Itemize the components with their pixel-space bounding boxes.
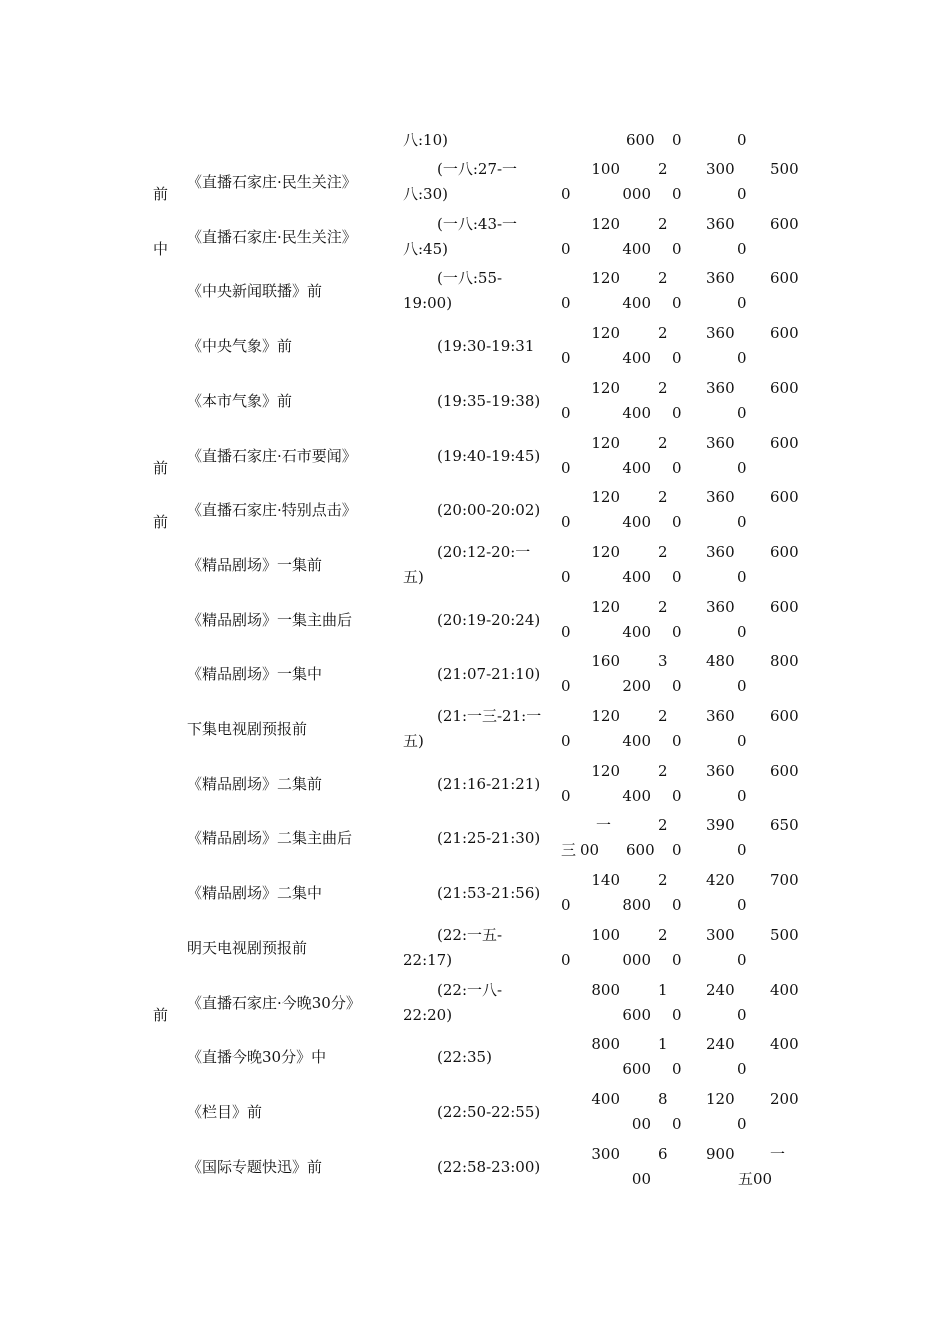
row-left-marker: 前 [153, 185, 169, 203]
value-col4-line1: 400 [770, 981, 799, 999]
value-col3-line2: 0 [737, 459, 747, 477]
value-col0: 0 [561, 349, 571, 367]
value-col2-line1: 2 [658, 598, 668, 616]
top-time-fragment: 八:10) [403, 131, 448, 149]
value-col0: 0 [561, 787, 571, 805]
value-col1-line2: 00 [631, 1170, 651, 1188]
value-col1-line2: 400 [622, 240, 651, 258]
value-col2-line1: 2 [658, 816, 668, 834]
value-col3-line2: 0 [737, 951, 747, 969]
row-left-marker: 前 [153, 459, 169, 477]
value-col0: 0 [561, 185, 571, 203]
value-col1-alt: 600 [626, 841, 655, 859]
program-name: 《栏目》前 [187, 1103, 263, 1121]
time-range-line1: (21:一三-21:一 [437, 707, 542, 725]
value-col2-line1: 2 [658, 926, 668, 944]
value-col1-line2: 400 [622, 404, 651, 422]
value-col4-line1: 600 [770, 543, 799, 561]
value-col4-line1: 800 [770, 652, 799, 670]
value-col3-line2: 0 [737, 732, 747, 750]
value-col4-line1: 500 [770, 160, 799, 178]
time-range-line2: 22:17) [403, 951, 453, 969]
value-col1-line1: 120 [591, 434, 620, 452]
value-col1-line2: 400 [622, 568, 651, 586]
value-col4-line1: 600 [770, 598, 799, 616]
value-col3-line2: 0 [737, 677, 747, 695]
value-col2-line2: 0 [672, 951, 682, 969]
row-left-marker: 前 [153, 1006, 169, 1024]
value-col3-line2: 0 [737, 623, 747, 641]
value-col2-line1: 2 [658, 215, 668, 233]
value-col3-line1: 360 [706, 215, 735, 233]
time-range: (19:30-19:31 [437, 337, 535, 355]
value-col3-line1: 900 [706, 1145, 735, 1163]
value-col2-line1: 2 [658, 488, 668, 506]
value-col1-line2: 00 [580, 841, 600, 859]
value-col2-line1: 2 [658, 762, 668, 780]
top-value-c: 0 [737, 131, 747, 149]
value-col4-line1: 600 [770, 379, 799, 397]
value-col2-line2: 0 [672, 568, 682, 586]
value-col2-line1: 1 [658, 1035, 668, 1053]
value-col1-line2: 400 [622, 623, 651, 641]
value-col3-line2: 0 [737, 294, 747, 312]
value-col0: 0 [561, 404, 571, 422]
program-name: 《精品剧场》一集主曲后 [187, 611, 353, 629]
value-col1-line2: 600 [622, 1006, 651, 1024]
value-col4-line2: 五00 [738, 1170, 773, 1188]
value-col1-line1: 120 [591, 215, 620, 233]
program-name: 《国际专题快迅》前 [187, 1158, 323, 1176]
value-col1-line1: 120 [591, 762, 620, 780]
value-col1-line2: 600 [622, 1060, 651, 1078]
value-col2-line2: 0 [672, 349, 682, 367]
value-col4-line1: 600 [770, 269, 799, 287]
value-col3-line1: 360 [706, 269, 735, 287]
value-col1-line1: 120 [591, 707, 620, 725]
program-name: 《精品剧场》一集前 [187, 556, 323, 574]
value-col2-line1: 2 [658, 379, 668, 397]
value-col1-line1: 120 [591, 379, 620, 397]
value-col4-line1: 500 [770, 926, 799, 944]
value-col3-line2: 0 [737, 1115, 747, 1133]
value-col3-line1: 360 [706, 707, 735, 725]
program-name: 《精品剧场》二集主曲后 [187, 829, 353, 847]
value-col1-line2: 400 [622, 732, 651, 750]
value-col3-line1: 300 [706, 160, 735, 178]
value-col3-line1: 360 [706, 324, 735, 342]
value-col0: 0 [561, 623, 571, 641]
program-name: 《精品剧场》二集中 [187, 884, 323, 902]
time-range: (19:35-19:38) [437, 392, 541, 410]
time-range-line2: 八:30) [403, 185, 448, 203]
value-col1-line2: 400 [622, 513, 651, 531]
top-value-a: 600 [626, 131, 655, 149]
value-col3-line1: 240 [706, 981, 735, 999]
value-col1-line2: 00 [631, 1115, 651, 1133]
value-col3-line2: 0 [737, 787, 747, 805]
value-col2-line2: 0 [672, 459, 682, 477]
value-col3-line2: 0 [737, 240, 747, 258]
time-range: (22:35) [437, 1048, 492, 1066]
value-col0: 0 [561, 294, 571, 312]
value-col1-line1: 800 [591, 1035, 620, 1053]
program-name: 《中央新闻联播》前 [187, 282, 323, 300]
time-range: (20:19-20:24) [437, 611, 541, 629]
value-col3-line1: 480 [706, 652, 735, 670]
value-col2-line2: 0 [672, 787, 682, 805]
value-col0: 0 [561, 896, 571, 914]
time-range-line2: 19:00) [403, 294, 453, 312]
time-range: (21:53-21:56) [437, 884, 541, 902]
value-col0: 三 [561, 841, 577, 859]
value-col4-line1: 700 [770, 871, 799, 889]
time-range: (21:16-21:21) [437, 775, 541, 793]
value-col1-line1: 300 [591, 1145, 620, 1163]
value-col2-line1: 6 [658, 1145, 668, 1163]
value-col2-line2: 0 [672, 294, 682, 312]
value-col2-line2: 0 [672, 1115, 682, 1133]
row-left-marker: 前 [153, 513, 169, 531]
value-col4-line1: 400 [770, 1035, 799, 1053]
value-col3-line1: 120 [706, 1090, 735, 1108]
value-col1-line1: 120 [591, 598, 620, 616]
value-col3-line1: 360 [706, 379, 735, 397]
time-range: (19:40-19:45) [437, 447, 541, 465]
value-col4-line1: 650 [770, 816, 799, 834]
value-col0: 0 [561, 513, 571, 531]
time-range-line1: (20:12-20:一 [437, 543, 531, 561]
row-left-marker: 中 [153, 240, 169, 258]
value-col3-line1: 240 [706, 1035, 735, 1053]
value-col1-line1: 100 [591, 160, 620, 178]
value-col1-line1: 100 [591, 926, 620, 944]
program-name: 《直播今晚30分》中 [187, 1048, 327, 1066]
value-col2-line2: 0 [672, 1060, 682, 1078]
value-col2-line2: 0 [672, 185, 682, 203]
value-col2-line1: 1 [658, 981, 668, 999]
value-col4-line1: 600 [770, 488, 799, 506]
value-col2-line1: 2 [658, 707, 668, 725]
program-name: 《直播石家庄·民生关注》 [187, 228, 357, 246]
top-value-b: 0 [672, 131, 682, 149]
value-col3-line2: 0 [737, 185, 747, 203]
value-col1-line1: 120 [591, 269, 620, 287]
value-col2-line1: 2 [658, 269, 668, 287]
value-col3-line1: 360 [706, 598, 735, 616]
value-col3-line2: 0 [737, 349, 747, 367]
value-col4-line1: 600 [770, 324, 799, 342]
program-name: 明天电视剧预报前 [187, 939, 308, 957]
value-col3-line1: 360 [706, 434, 735, 452]
value-col3-line1: 360 [706, 488, 735, 506]
program-name: 下集电视剧预报前 [187, 720, 308, 738]
value-col1-line1: 800 [591, 981, 620, 999]
time-range-line2: 五) [403, 732, 424, 750]
value-col1-line2: 200 [622, 677, 651, 695]
value-col3-line1: 360 [706, 762, 735, 780]
value-col4-line1: 600 [770, 707, 799, 725]
value-col4-line1: 600 [770, 434, 799, 452]
time-range-line1: (一八:55- [437, 269, 503, 287]
value-col2-line2: 0 [672, 404, 682, 422]
program-name: 《直播石家庄·石市要闻》 [187, 447, 357, 465]
value-col2-line2: 0 [672, 513, 682, 531]
value-col2-line2: 0 [672, 896, 682, 914]
value-col3-line2: 0 [737, 1060, 747, 1078]
value-col0: 0 [561, 459, 571, 477]
time-range: (21:25-21:30) [437, 829, 541, 847]
value-col1-line2: 000 [622, 185, 651, 203]
program-name: 《直播石家庄·特别点击》 [187, 501, 357, 519]
value-col2-line2: 0 [672, 841, 682, 859]
value-col1-line1: 160 [591, 652, 620, 670]
program-name: 《精品剧场》一集中 [187, 665, 323, 683]
value-col3-line2: 0 [737, 513, 747, 531]
program-name: 《精品剧场》二集前 [187, 775, 323, 793]
time-range-line1: (22:一五- [437, 926, 503, 944]
value-col4-line1: 600 [770, 762, 799, 780]
value-col1-line1: 400 [591, 1090, 620, 1108]
value-col0: 0 [561, 951, 571, 969]
value-col3-line1: 300 [706, 926, 735, 944]
value-col0: 0 [561, 732, 571, 750]
value-col4-line1: 200 [770, 1090, 799, 1108]
value-col2-line1: 3 [658, 652, 668, 670]
value-col0: 0 [561, 240, 571, 258]
value-col1-line2: 400 [622, 459, 651, 477]
value-col2-line1: 2 [658, 871, 668, 889]
value-col2-line1: 2 [658, 434, 668, 452]
value-col3-line1: 420 [706, 871, 735, 889]
value-col2-line2: 0 [672, 732, 682, 750]
value-col2-line1: 2 [658, 160, 668, 178]
time-range-line2: 五) [403, 568, 424, 586]
value-col1-line2: 000 [622, 951, 651, 969]
value-col2-line2: 0 [672, 677, 682, 695]
value-col1-line2: 400 [622, 787, 651, 805]
value-col1-line1: 140 [591, 871, 620, 889]
value-col3-line2: 0 [737, 568, 747, 586]
program-name: 《直播石家庄·今晚30分》 [187, 994, 361, 1012]
value-col3-line1: 360 [706, 543, 735, 561]
value-col3-line2: 0 [737, 896, 747, 914]
value-col3-line2: 0 [737, 1006, 747, 1024]
value-col4-line1: 一 [770, 1145, 786, 1163]
value-col3-line1: 390 [706, 816, 735, 834]
value-col2-line2: 0 [672, 240, 682, 258]
value-col1-line2: 400 [622, 294, 651, 312]
value-col1-line2: 400 [622, 349, 651, 367]
value-col3-line2: 0 [737, 404, 747, 422]
program-name: 《本市气象》前 [187, 392, 293, 410]
value-col1-line1: 120 [591, 324, 620, 342]
value-col1-line1: 120 [591, 488, 620, 506]
time-range: (22:50-22:55) [437, 1103, 541, 1121]
time-range-line2: 22:20) [403, 1006, 453, 1024]
value-col1-line1: 一 [596, 816, 612, 834]
time-range: (21:07-21:10) [437, 665, 541, 683]
value-col2-line2: 0 [672, 1006, 682, 1024]
time-range-line2: 八:45) [403, 240, 448, 258]
time-range-line1: (22:一八- [437, 981, 503, 999]
value-col2-line1: 8 [658, 1090, 668, 1108]
value-col3-line2: 0 [737, 841, 747, 859]
value-col2-line1: 2 [658, 543, 668, 561]
time-range: (20:00-20:02) [437, 501, 541, 519]
value-col1-line1: 120 [591, 543, 620, 561]
value-col0: 0 [561, 568, 571, 586]
value-col0: 0 [561, 677, 571, 695]
time-range: (22:58-23:00) [437, 1158, 541, 1176]
value-col2-line2: 0 [672, 623, 682, 641]
program-name: 《中央气象》前 [187, 337, 293, 355]
program-name: 《直播石家庄·民生关注》 [187, 173, 357, 191]
value-col1-line2: 800 [622, 896, 651, 914]
value-col4-line1: 600 [770, 215, 799, 233]
value-col2-line1: 2 [658, 324, 668, 342]
time-range-line1: (一八:43-一 [437, 215, 518, 233]
time-range-line1: (一八:27-一 [437, 160, 518, 178]
